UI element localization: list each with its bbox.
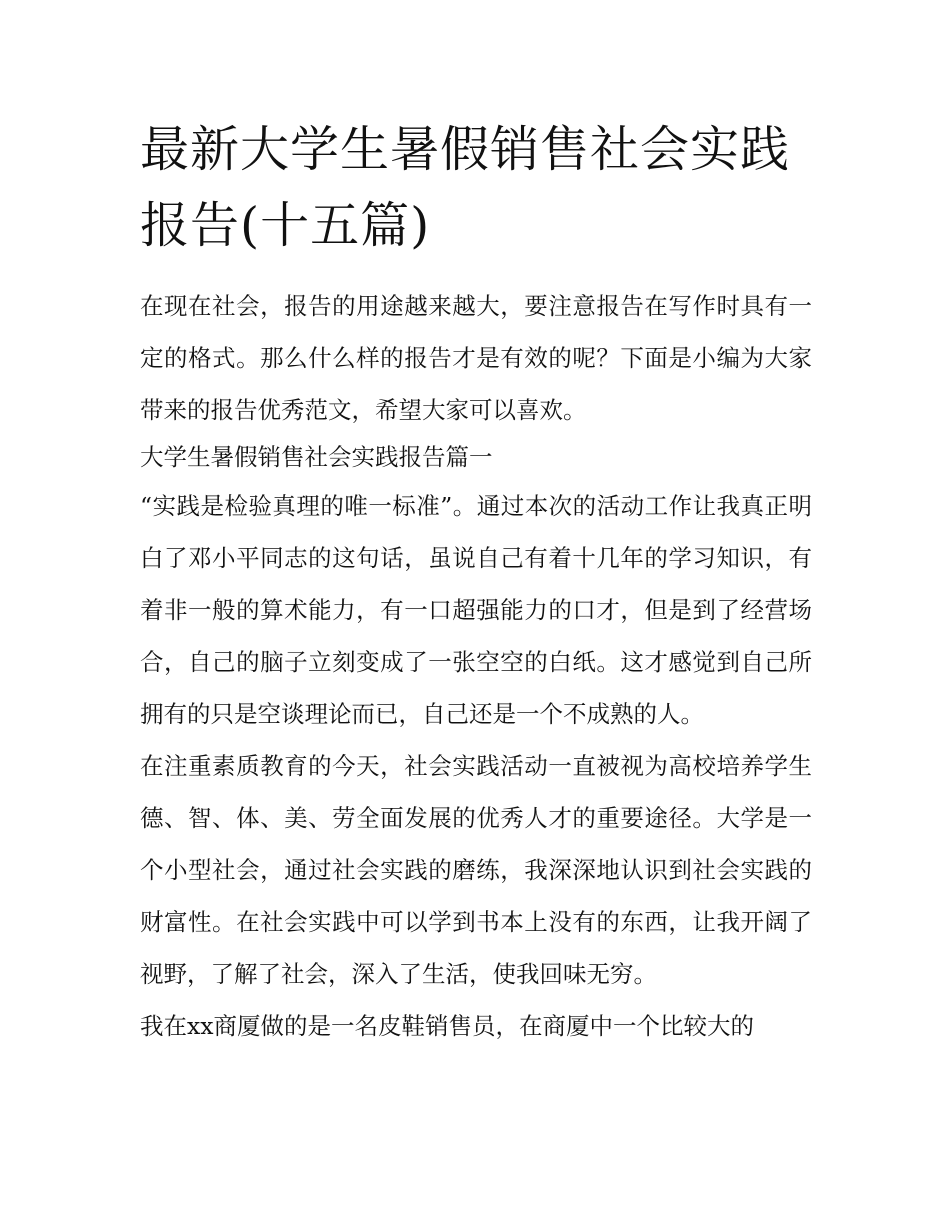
section-heading: 大学生暑假销售社会实践报告篇一	[140, 443, 493, 471]
body-paragraph-3: 我在xx商厦做的是一名皮鞋销售员，在商厦中一个比较大的	[140, 1012, 755, 1040]
intro-paragraph: 在现在社会，报告的用途越来越大，要注意报告在写作时具有一定的格式。那么什么样的报告才是有效的呢？下面是小编为大家带来的报告优秀范文，希望大家可以喜欢。	[140, 292, 812, 424]
document-title: 最新大学生暑假销售社会实践报告(十五篇)	[140, 121, 791, 254]
body-paragraph-1: “实践是检验真理的唯一标准”。通过本次的活动工作让我真正明白了邓小平同志的这句话，虽说自己有着十几年的学习知识，有着非一般的算术能力，有一口超强能力的口才，但是到了经营场合，自己的脑子立刻变成了一张空空的白纸。这才感觉到自己所拥有的只是空谈理论而已，自己还是一个不成熟的人。	[140, 492, 812, 728]
body-paragraph-2: 在注重素质教育的今天，社会实践活动一直被视为高校培养学生德、智、体、美、劳全面发展的优秀人才的重要途径。大学是一个小型社会，通过社会实践的磨练，我深深地认识到社会实践的财富性。在社会实践中可以学到书本上没有的东西，让我开阔了视野，了解了社会，深入了生活，使我回味无穷。	[140, 752, 812, 988]
document-body	[140, 280, 812, 1052]
